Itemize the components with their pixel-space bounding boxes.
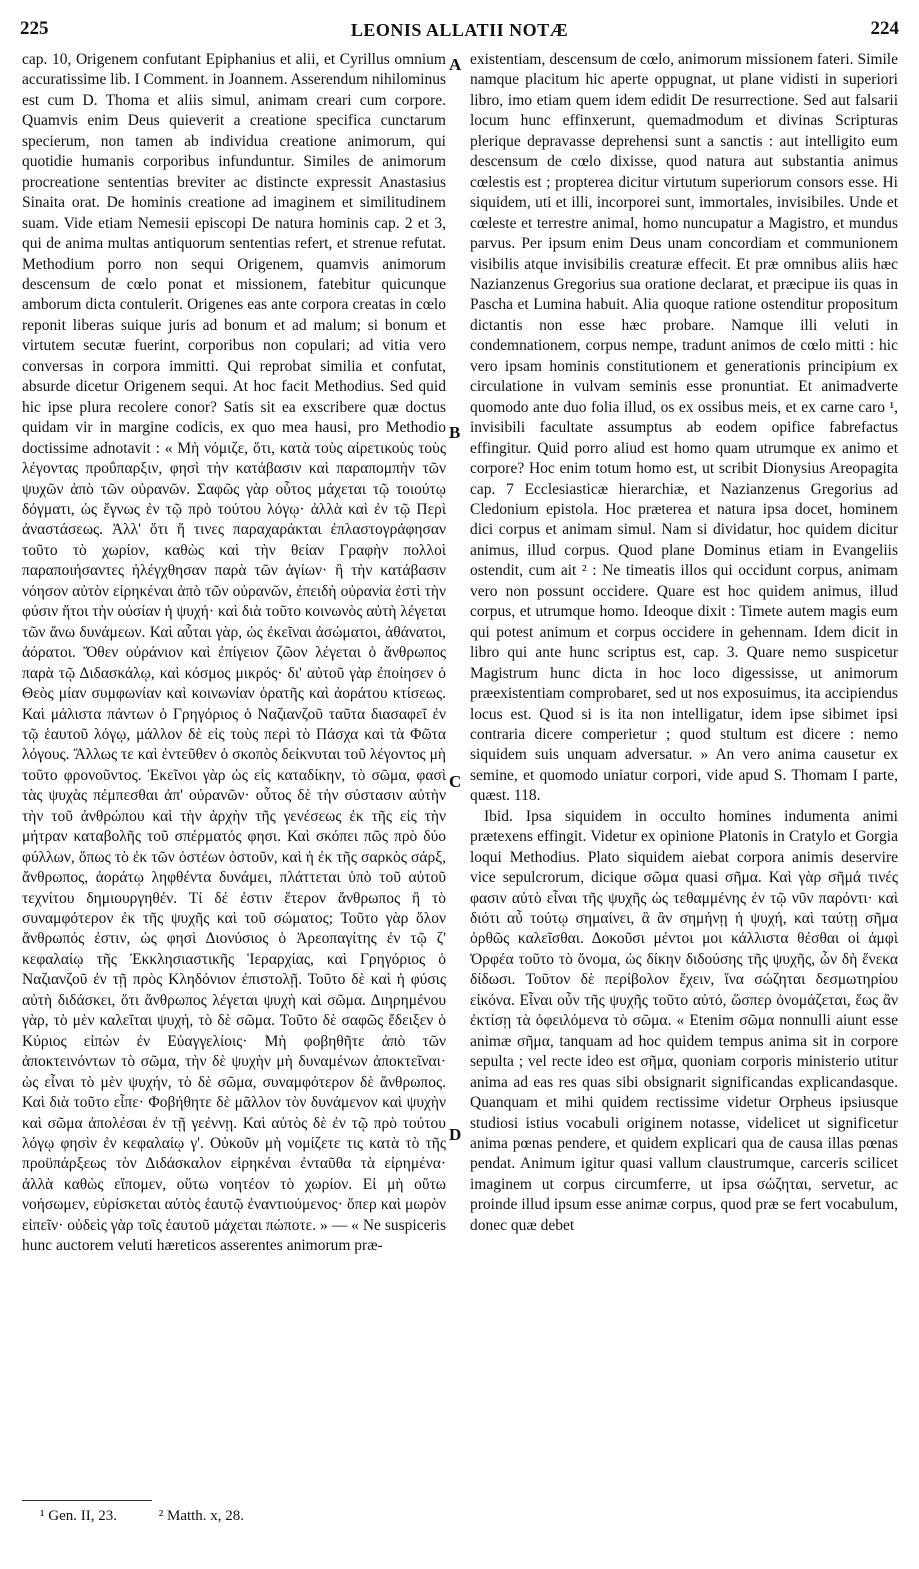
- footnote-rule: [22, 1500, 152, 1501]
- right-column: [470, 50, 898, 1500]
- footnotes: [40, 1508, 282, 1525]
- page-header: [20, 18, 899, 46]
- margin-marker-d: D: [449, 1125, 462, 1144]
- page-number-right: 224: [870, 18, 899, 39]
- right-column-paragraph-1: existentiam, descensum de cœlo, animorum missionem fateri. Simile namque placitum hic aperte oppugnat, ut plane vidisti in superiori libro, imo etiam quem idem edidit De resurrectione. Sed aut falsarii locum hunc effinxerunt, quemadmodum et divinas Scripturas plerique depravasse deprehensi sunt a sanctis : aut intelligito eum descensum de cœlo dixisse, quod natura aut substantia animus cœlestis est ; propterea dicitur virtutum superiorum consors esse. Hi siquidem, uti et illi, incorporei sunt, immortales, invisibiles. Unde et cœleste et terrestre animal, homo nuncupatur a Magistro, et mundus parvus. Per ipsum enim Deus unam concordiam et communionem visibilis atque invisibilis creaturæ effecit. Et præ omnibus aliis hæc Nazianzenus Gregorius sua oratione declarat, et præcipue iis quas in Pascha et Lumina habuit. Alia quoque ratione ostenditur propositum dictantis non esse hæc probare. Namque illi veluti in condemnationem, corpus nempe, tradunt animos de cœlo mitti : hic vero ipsam hominis constitutionem et generationis principium ex circulatione in vulvam seminis esse pronuntiat. Et animadverte quomodo ante duo folia illud, os ex ossibus meis, et ex carne caro ¹, invisibili facultate assumptus ab eodem opifice fabrefactus effingitur. Quid porro aliud est homo quam utrumque ex animo et corpore? Hoc enim totum homo est, ut scribit Dionysius Areopagita cap. 7 Ecclesiasticæ hierarchiæ, et Nazianzenus Gregorius ad Cledonium epistola. Hoc præterea et natura ipsa docet, hominem dici corpus et animam simul. Nam si dividatur, hoc quidem dicitur animus, illud corpus. Quod plane Dominus etiam in Evangeliis ostendit, cum ait ² : Ne timeatis illos qui occidunt corpus, animam vero non possunt occidere. Quare est hoc quidem animus, illud corpus, et utrumque homo. Ideoque dixit : Timete autem magis eum qui potest animum et corpus occidere in gehennam. Idem dicit in libro qui ante hunc scriptus est, cap. 3. Quare nemo suspicetur Magistrum hunc dicta in hoc loco digessisse, ut animorum præexistentiam comprobaret, sed ut nos exposuimus, ita accipiendus locus est. Quod si is ita non intelligatur, idem ipse sibimet ipsi contraria dicere comperietur ; quod stultum est dicere : nemo siquidem suis unquam adversatur. » An vero anima causetur ex semine, et quomodo uniatur corpori, vide apud S. Thomam I parte, quæst. 118.: [470, 51, 898, 805]
- margin-marker-a: A: [449, 55, 462, 74]
- footnote-1: ¹ Gen. II, 23.: [40, 1508, 117, 1524]
- running-title: LEONIS ALLATII NOTÆ: [350, 20, 569, 40]
- right-column-paragraph-2: Ibid. Ipsa siquidem in occulto homines indumenta animi prætexens effingit. Videtur ex opinione Platonis in Cratylo et Gorgia loqui Methodius. Plato siquidem aiebat corpora animis deservire vice sepulcrorum, dicique σῶμα quasi σῆμα. Καὶ γὰρ σῆμά τινές φασιν αὐτὸ εἶναι τῆς ψυχῆς ὡς τεθαμμένης ἐν τῷ νῦν παρόντι· καὶ διότι αὖ τούτῳ σημαίνει, ἃ ἂν σημήνῃ ἡ ψυχή, καὶ ταύτῃ σῆμα ὀρθῶς καλεῖσθαι. Δοκοῦσι μέντοι μοι κάλλιστα θέσθαι οἱ ἀμφὶ Ὀρφέα τοῦτο τὸ ὄνομα, ὡς δίκην διδούσης τῆς ψυχῆς, ὧν δὴ ἕνεκα δίδωσι. Τοῦτον δὲ περίβολον ἔχειν, ἵνα σώζηται δεσμωτηρίου εἰκόνα. Εἶναι οὖν τῆς ψυχῆς τοῦτο αὐτό, ὥσπερ ὀνομάζεται, ἕως ἂν ἐκτίσῃ τὰ ὀφειλόμενα τὸ σῶμα. « Etenim σῶμα nonnulli aiunt esse animæ σῆμα, tanquam ad hoc quidem tempus anima sit in corpore sepulta ; vel recte ideo est σῆμα, quoniam corporis ministerio utitur anima ad eas res quas sibi obsignarit significandas explicandasque. Quanquam et mihi quidem rectissime videtur Orpheus ipsiusque studiosi istius vocabuli originem notasse, videlicet ut significetur anima pœnas pendere, et quidem explicari qua de causa illas pœnas pendat. Animum igitur quasi vallum claustrumque, carceris scilicet imaginem ut corpus circumferre, ut ipsa σώζηται, servetur, ac proinde illud ipsum esse animæ corpus, quod præ se fert vocabulum, donec quæ debet: [470, 807, 898, 1234]
- left-column: [22, 50, 446, 1500]
- margin-marker-c: C: [449, 772, 462, 791]
- page-number-left: 225: [20, 18, 49, 39]
- footnote-2: ² Matth. x, 28.: [158, 1508, 245, 1524]
- margin-marker-b: B: [449, 423, 461, 442]
- left-column-text: cap. 10, Origenem confutant Epiphanius et alii, et Cyrillus omnium accuratissime lib. I Comment. in Joannem. Asserendum nihilominus est cum D. Thoma et aliis simul, animam creari cum corpore. Quamvis enim Deus quieverit a creatione specifica cunctarum specierum, non tamen ab individua creatione animorum, qui quotidie humanis corporibus infunduntur. Similes de animorum procreatione sententias breviter ac distincte expressit Anastasius Sinaita orat. De hominis creatione ad imaginem et similitudinem suam. Vide etiam Nemesii episcopi De natura hominis cap. 2 et 3, qui de anima multas antiquorum sententias refert, et strenue refutat. Methodium porro non sequi Origenem, quamvis animorum descensum de cœlo ponat et missionem, fatebitur quicunque amborum dicta contulerit. Origenes eas ante corpora creatas in cœlo reponit liberas suique juris ad bonum et ad malum; si bonum et virtutem secutæ fuerint, corporibus non copulari; ad vitia vero conversas in corpora immitti. Qui reprobat similia et confutat, absurde dicetur Origenem sequi. At hoc facit Methodius. Sed quid hic ipse plura recolere conor? Satis sit ea exscribere quæ doctus quidam vir in margine codicis, ex quo mea hausi, pro Methodio doctissime adnotavit : « Μὴ νόμιζε, ὅτι, κατὰ τοὺς αἱρετικοὺς τοὺς λέγοντας προΰπαρξιν, φησὶ τὴν κατάβασιν καὶ παραπομπὴν τῶν ψυχῶν ἀπὸ τῶν οὐρανῶν. Σαφῶς γὰρ οὗτος μάχεται τῷ τοιούτῳ δόγματι, ὡς ἔγνως ἐν τῷ πρὸ τούτου λόγῳ· ἀλλὰ καὶ ἐν τῷ Περὶ ἀναστάσεως. Ἀλλ' ὅτι ἤ τινες παραχαράκται ἐπλαστογράφησαν τοῦτο τὸ χωρίον, καθὼς καὶ τὴν θείαν Γραφὴν πολλοὶ παραποιήσαντες ἠλέγχθησαν παρὰ τῶν ἁγίων· ἢ τὴν κατάβασιν νόησον αὐτὸν εἰρηκέναι ἀπὸ τῶν οὐρανῶν, ἐπειδὴ οὐρανία ἐστὶ τὴν φύσιν ἤτοι τὴν οὐσίαν ἡ ψυχή· καὶ διὰ τοῦτο κοινωνὸς αὐτὴ λέγεται τῶν ἄνω δυνάμεων. Καὶ αὗται γὰρ, ὡς ἐκεῖναι ἀσώματοι, ἀθάνατοι, ἀόρατοι. Ὅθεν οὐράνιον καὶ ἐπίγειον ζῶον λέγεται ὁ ἄνθρωπος παρὰ τῷ Διδασκάλῳ, καὶ κόσμος μικρός· δι' αὐτοῦ γὰρ ἐποίησεν ὁ Θεὸς μίαν συμφωνίαν καὶ κοινωνίαν ὁρατῆς καὶ ἀοράτου κτίσεως. Καὶ μάλιστα πάντων ὁ Γρηγόριος ὁ Ναζιανζοῦ ταῦτα διασαφεῖ ἐν τῷ ἑαυτοῦ λόγῳ, μάλλον δὲ εἰς τοὺς περὶ τὸ Πάσχα καὶ τὰ Φῶτα λόγους. Ἄλλως τε καὶ ἐντεῦθεν ὁ σκοπὸς δείκνυται τοῦ λέγοντος μὴ τοῦτο φρονοῦντος. Ἐκεῖνοι γὰρ ὡς εἰς καταδίκην, τὸ σῶμα, φασὶ τὰς ψυχὰς πέμπεσθαι ἀπ' οὐρανῶν· οὗτος δὲ τὴν σύστασιν αὐτὴν τὴν τοῦ ἀνθρώπου καὶ τὴν ἀρχὴν τῆς γενέσεως ἐκ τῆς εἰς τὴν μήτραν καταβολῆς τοῦ σπέρματός φησι. Καὶ σκόπει πῶς πρὸ δύο φύλλων, ὅπως τὸ ἐκ τῶν ὀστέων ὀστοῦν, καὶ ἡ ἐκ τῆς σαρκὸς σάρξ, ἄνθρωπος, ἀοράτῳ ληφθέντα δυνάμει, πλάττεται ὑπὸ τοῦ αὐτοῦ τεχνίτου δημιουργηθέν. Τί δέ ἐστιν ἕτερον ἄνθρωπος ἢ τὸ συναμφότερον ἐκ τῆς ψυχῆς καὶ τοῦ σώματος; Τοῦτο γὰρ ὅλον ἄνθρωπός ἐστιν, ὡς φησὶ Διονύσιος ὁ Ἀρεοπαγίτης ἐν τῷ ζ' κεφαλαίῳ τῆς Ἐκκλησιαστικῆς Ἱεραρχίας, καὶ Γρηγόριος ὁ Ναζιανζοῦ ἐν τῇ πρὸς Κληδόνιον ἐπιστολῇ. Τοῦτο δὲ καὶ ἡ φύσις αὐτὴ διδάσκει, ὅτι ἄνθρωπος λέγεται ψυχὴ καὶ σῶμα. Διηρημένου γὰρ, τὸ μὲν καλεῖται ψυχή, τὸ δὲ σῶμα. Τοῦτο δὲ σαφῶς ἔδειξεν ὁ Κύριος εἰπὼν ἐν Εὐαγγελίοις· Μὴ φοβηθῆτε ἀπὸ τῶν ἀποκτεινόντων τὸ σῶμα, τὴν δὲ ψυχὴν μὴ δυναμένων ἀποκτεῖναι· ὡς εἶναι τὸ μὲν ψυχήν, τὸ δὲ σῶμα, συναμφότερον δὲ ἄνθρωπος. Καὶ διὰ τοῦτο εἶπε· Φοβήθητε δὲ μᾶλλον τὸν δυνάμενον καὶ ψυχὴν καὶ σῶμα ἀπολέσαι ἐν τῇ γεέννῃ. Καὶ αὐτὸς δὲ ἐν τῷ πρὸ τούτου λόγῳ φησὶν ἐν κεφαλαίῳ γ'. Οὐκοῦν μὴ νομίζετε τις κατὰ τὸ τῆς προϋπάρξεως τὸν Διδάσκαλον εἰρηκέναι ἐνταῦθα τὰ εἰρημένα· ἀλλὰ καθὼς εἴπομεν, οὕτω νοητέον τὸ χωρίον. Εἰ μὴ οὕτω νοήσωμεν, εὑρίσκεται αὐτὸς ἑαυτῷ ἐναντιούμενος· ὅπερ καὶ μωρὸν εἰπεῖν· οὐδεὶς γὰρ τοῖς ἑαυτοῦ μάχεται πώποτε. » — « Ne suspiceris hunc auctorem veluti hæreticos asserentes animorum præ-: [22, 51, 446, 1255]
